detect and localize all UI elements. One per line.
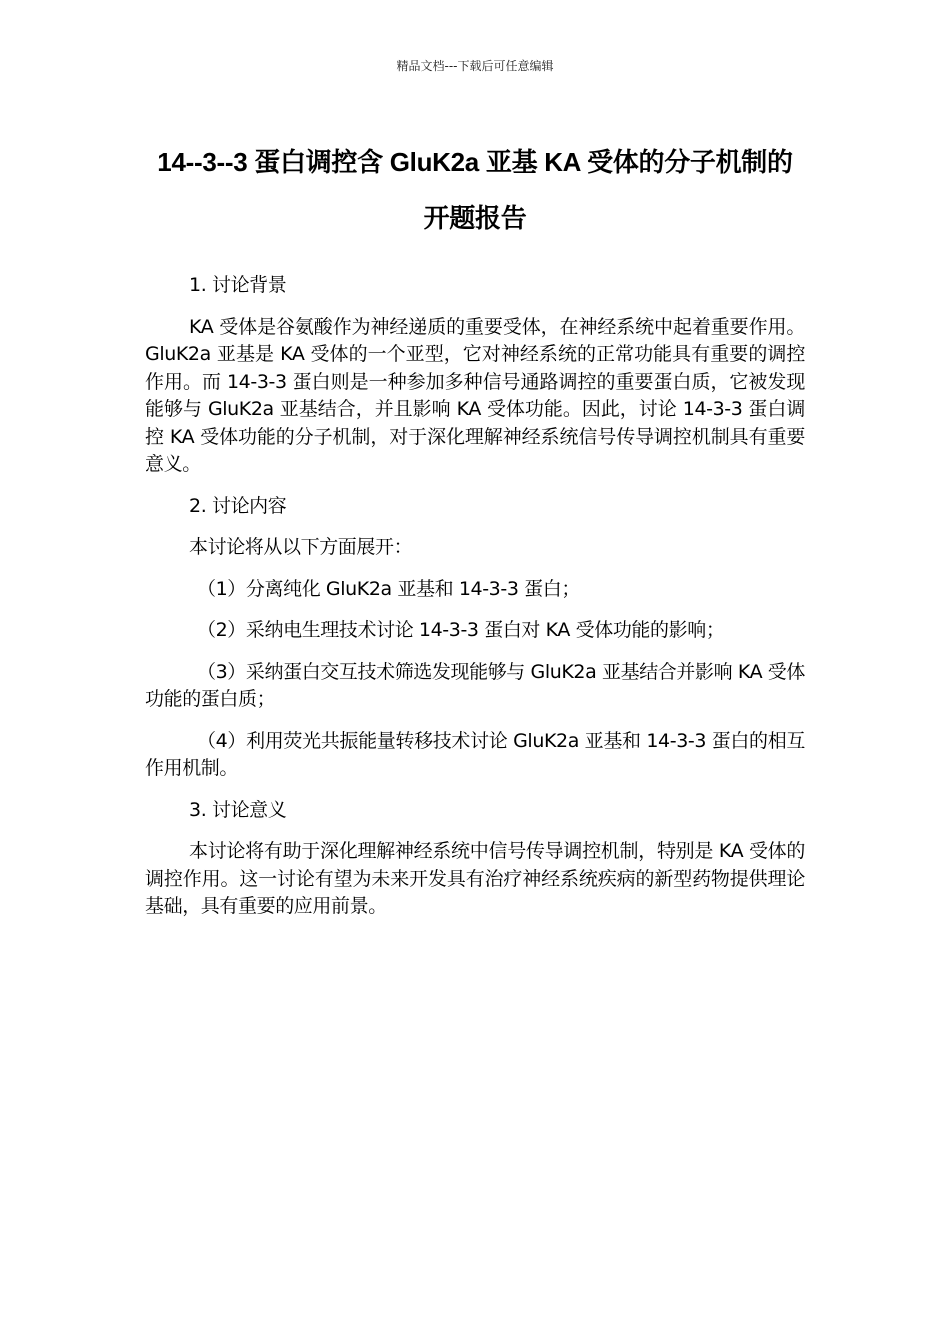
significance-paragraph: 本讨论将有助于深化理解神经系统中信号传导调控机制，特别是 KA 受体的调控作用。这一讨论有望为未来开发具有治疗神经系统疾病的新型药物提供理论基础，具有重要的应用前景。 xyxy=(145,840,805,917)
content-intro: 本讨论将从以下方面展开： xyxy=(189,536,413,558)
content-item-1: （1）分离纯化 GluK2a 亚基和 14-3-3 蛋白； xyxy=(197,577,580,600)
content-item-2: （2）采纳电生理技术讨论 14-3-3 蛋白对 KA 受体功能的影响； xyxy=(197,619,725,641)
section-heading-content: 2. 讨论内容 xyxy=(189,494,287,517)
header-note: 精品文档---下载后可任意编辑 xyxy=(396,59,554,73)
content-item-4: （4）利用荧光共振能量转移技术讨论 GluK2a 亚基和 14-3-3 蛋白的相互作用机制。 xyxy=(145,729,805,779)
document-title: 14--3--3 蛋白调控含 GluK2a 亚基 KA 受体的分子机制的开题报告 xyxy=(157,147,793,233)
section-heading-background: 1. 讨论背景 xyxy=(189,274,287,296)
document-body xyxy=(145,272,805,921)
section-heading-significance: 3. 讨论意义 xyxy=(189,798,287,821)
background-paragraph: KA 受体是谷氨酸作为神经递质的重要受体，在神经系统中起着重要作用。GluK2a 亚基是 KA 受体的一个亚型，它对神经系统的正常功能具有重要的调控作用。而 14-3-3 蛋白则是一种参加多种信号通路调控的重要蛋白质，它被发现能够与 GluK2a 亚基结合，并且影响 KA 受体功能。因此，讨论 14-3-3 蛋白调控 KA 受体功能的分子机制，对于深化理解神经系统信号传导调控机制具有重要意义。 xyxy=(145,315,805,475)
content-item-3: （3）采纳蛋白交互技术筛选发现能够与 GluK2a 亚基结合并影响 KA 受体功能的蛋白质； xyxy=(145,660,806,710)
